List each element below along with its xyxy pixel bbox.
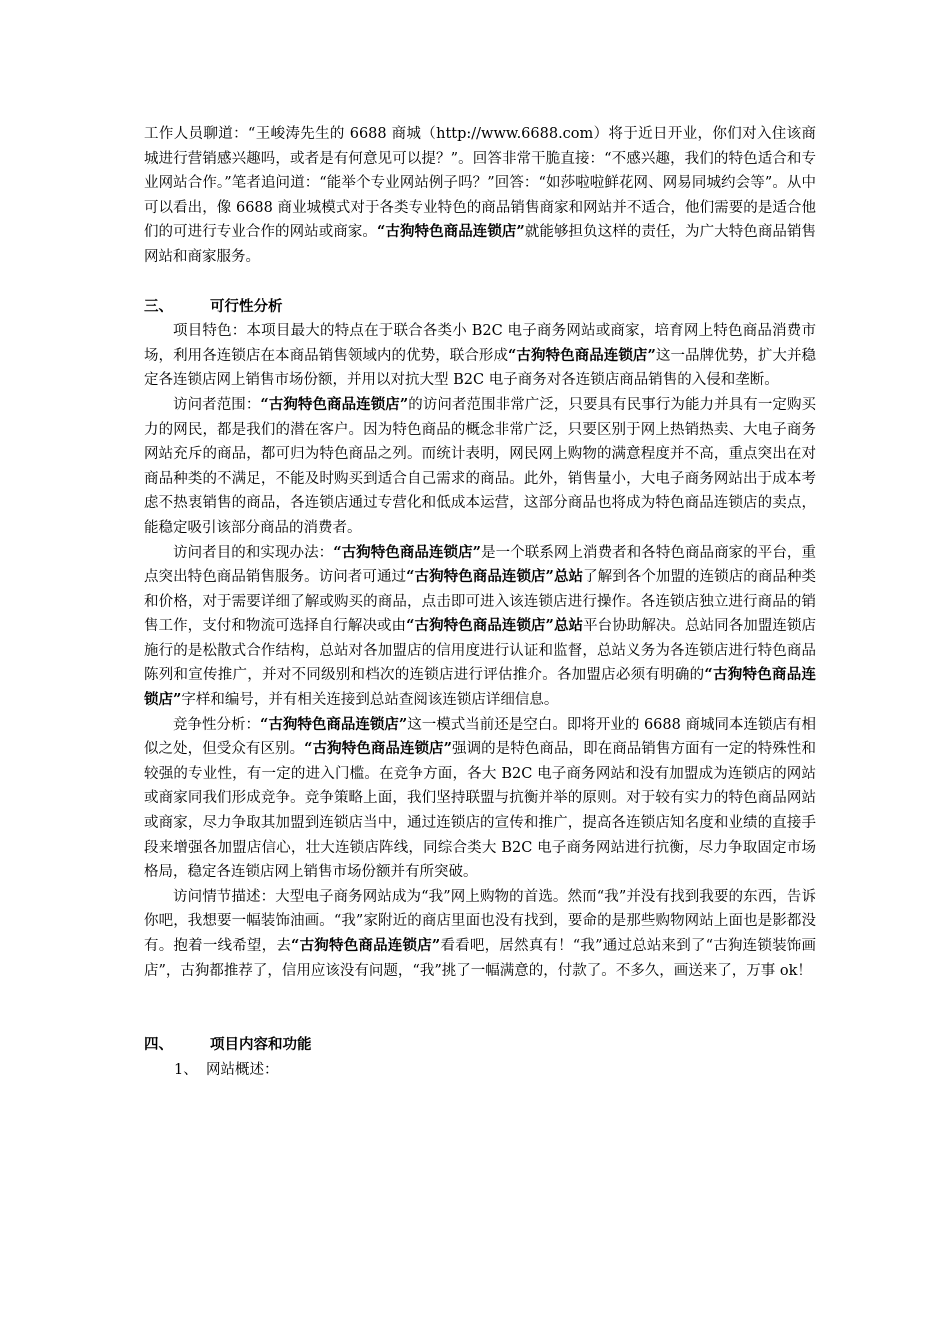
brand-name: “古狗特色商品连锁店” xyxy=(260,395,409,413)
brand-name: “古狗特色商品连锁店” xyxy=(508,346,656,364)
paragraph-competition-analysis: 竞争性分析：“古狗特色商品连锁店”这一模式当前还是空白。即将开业的 6688 商城同本连锁店有相似之处，但受众有区别。“古狗特色商品连锁店”强调的是特色商品，即在商品销售方面有一定的特殊性和较强的专业性，有一定的进入门槛。在竞争方面，各大 B2C 电子商务网站和没有加盟成为连锁店的网站或商家同我们形成竞争。竞争策略上面，我们坚持联盟与抗衡并举的原则。对于较有实力的特色商品网站或商家，尽力争取其加盟到连锁店当中，通过连锁店的宣传和推广，提高各连锁店知名度和业绩的直接手段来增强各加盟店信心，壮大连锁店阵线，同综合类大 B2C 电子商务网站进行抗衡，尽力争取固定市场格局，稳定各连锁店网上销售市场份额并有所突破。 xyxy=(144,715,817,881)
paragraph-visitor-range: 访问者范围：“古狗特色商品连锁店”的访问者范围非常广泛，只要具有民事行为能力并具有一定购买力的网民，都是我们的潜在客户。因为特色商品的概念非常广泛，只要区别于网上热销热卖、大电子商务网站充斥的商品，都可归为特色商品之列。而统计表明，网民网上购物的满意程度并不高，重点突出在对商品种类的不满足，不能及时购买到适合自己需求的商品。此外，销售量小，大电子商务网站出于成本考虑不热衷销售的商品，各连锁店通过专营化和低成本运营，这部分商品也将成为特色商品连锁店的卖点，能稳定吸引该部分商品的消费者。 xyxy=(144,395,817,536)
brand-name: “古狗特色商品连锁店” xyxy=(333,543,482,561)
paragraph-visitor-purpose: 访问者目的和实现办法：“古狗特色商品连锁店”是一个联系网上消费者和各特色商品商家的平台，重点突出特色商品销售服务。访问者可通过“古狗特色商品连锁店”总站了解到各个加盟的连锁店的商品种类和价格，对于需要详细了解或购买的商品，点击即可进入该连锁店进行操作。各连锁店独立进行商品的销售工作，支付和物流可选择自行解决或由“古狗特色商品连锁店”总站平台协助解决。总站同各加盟连锁店施行的是松散式合作结构，总站对各加盟店的信用度进行认证和监督，总站义务为各连锁店进行特色商品陈列和宣传推广，并对不同级别和档次的连锁店进行评估推介。各加盟店必须有明确的“古狗特色商品连锁店”字样和编号，并有相关连接到总站查阅该连锁店详细信息。 xyxy=(144,543,817,709)
brand-name: “古狗特色商品连锁店” xyxy=(304,740,452,758)
brand-headquarters: “古狗特色商品连锁店”总站 xyxy=(406,617,584,635)
brand-headquarters: “古狗特色商品连锁店”总站 xyxy=(406,568,584,586)
paragraph-visit-scenario: 访问情节描述：大型电子商务网站成为“我”网上购物的首选。然而“我”并没有找到我要的东西，告诉你吧，我想要一幅装饰油画。“我”家附近的商店里面也没有找到，要命的是那些购物网站上面也是影都没有。抱着一线希望，去“古狗特色商品连锁店”看看吧，居然真有！“我”通过总站来到了“古狗连锁装饰画店”，古狗都推荐了，信用应该没有问题，“我”挑了一幅满意的，付款了。不多久，画送来了，万事 ok！ xyxy=(144,888,816,979)
section-4-heading: 四、 项目内容和功能 xyxy=(144,1036,312,1054)
brand-name: “古狗特色商品连锁店” xyxy=(260,715,408,733)
brand-name: “古狗特色商品连锁店” xyxy=(291,937,441,954)
intro-paragraph: 工作人员聊道：“王峻涛先生的 6688 商城（http://www.6688.com）将于近日开业，你们对入住该商城进行营销感兴趣吗，或者是有何意见可以提？”。回答非常干脆直接：“不感兴趣，我们的特色适合和专业网站合作。”笔者追问道：“能举个专业网站例子吗？”回答：“如莎啦啦鲜花网、网易同城约会等”。从中可以看出，像 6688 商业城模式对于各类专业特色的商品销售商家和网站并不适合，他们需要的是适合他们的可进行专业合作的网站或商家。“古狗特色商品连锁店”就能够担负这样的责任，为广大特色商品销售网站和商家服务。 xyxy=(144,126,817,265)
brand-name: “古狗特色商品连锁店” xyxy=(376,223,525,241)
list-item-website-overview: 1、 网站概述： xyxy=(174,1061,279,1078)
document-body xyxy=(144,122,816,1082)
brand-name: “古狗特色商品连锁店” xyxy=(144,666,816,709)
section-3-heading: 三、 可行性分析 xyxy=(144,297,283,315)
paragraph-project-features: 项目特色：本项目最大的特点在于联合各类小 B2C 电子商务网站或商家，培育网上特色商品消费市场，利用各连锁店在本商品销售领域内的优势，联合形成“古狗特色商品连锁店”这一品牌优势，扩大并稳定各连锁店网上销售市场份额，并用以对抗大型 B2C 电子商务对各连锁店商品销售的入侵和垄断。 xyxy=(144,323,817,389)
